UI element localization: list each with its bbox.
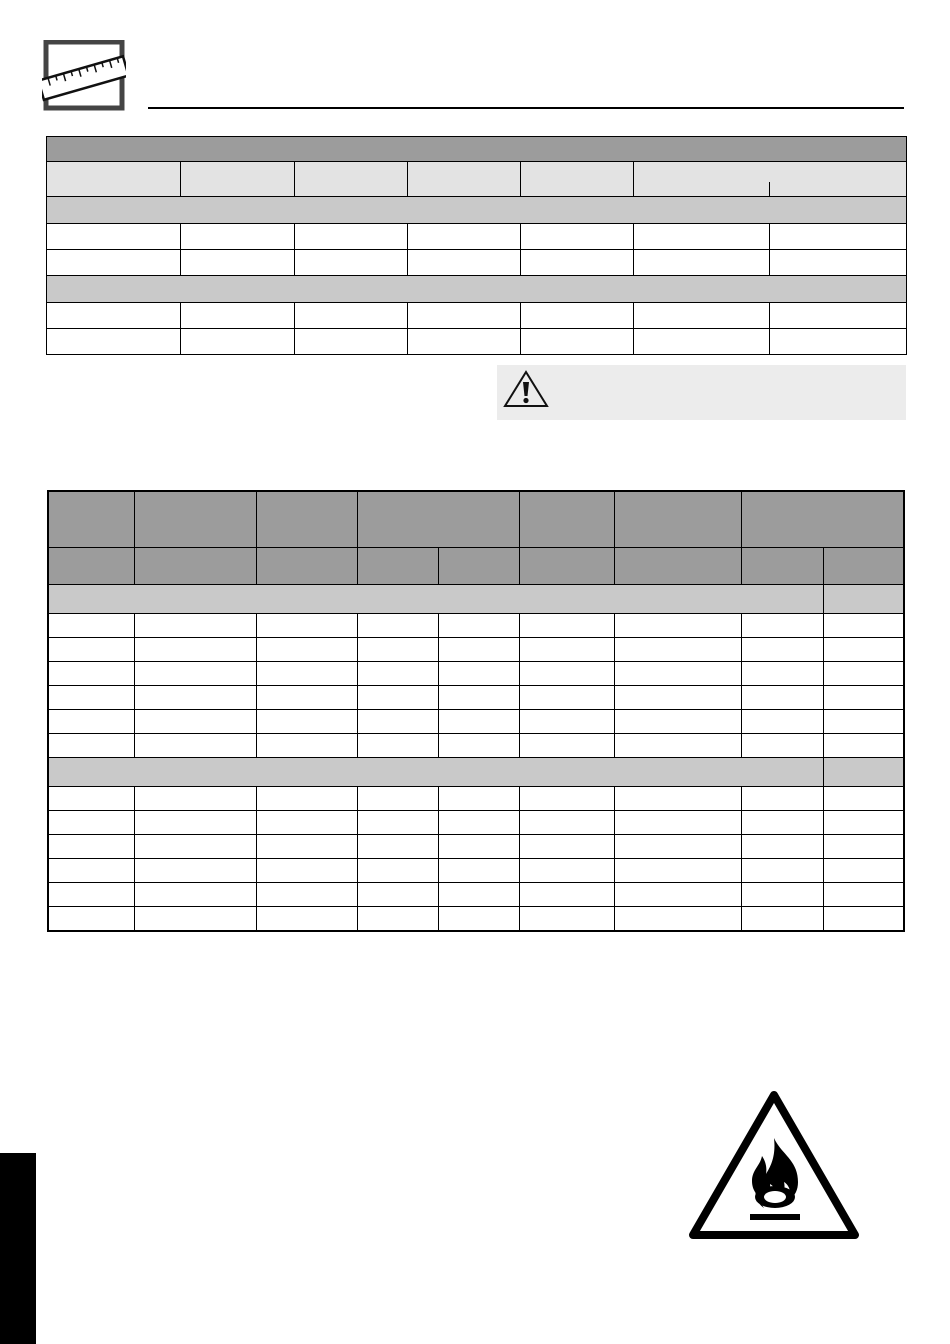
table-header-cell <box>521 162 634 197</box>
table-cell <box>741 686 823 710</box>
table-cell <box>823 835 904 859</box>
table-cell <box>519 686 614 710</box>
table-cell <box>614 638 741 662</box>
table-cell <box>47 224 181 250</box>
table-cell <box>823 811 904 835</box>
table-cell <box>823 548 904 585</box>
table-cell <box>256 787 357 811</box>
table-header-row <box>48 491 904 548</box>
table-cell <box>134 548 256 585</box>
table-cell <box>48 710 134 734</box>
table-cell <box>181 303 295 329</box>
table-cell <box>256 811 357 835</box>
table-cell <box>48 734 134 758</box>
table-cell <box>256 859 357 883</box>
table-header-cell <box>408 162 521 197</box>
table-cell <box>48 907 134 932</box>
table-cell <box>134 907 256 932</box>
table-cell <box>438 907 519 932</box>
table-cell <box>823 662 904 686</box>
table-cell <box>519 907 614 932</box>
table-row <box>48 835 904 859</box>
table-cell <box>614 811 741 835</box>
table-cell <box>256 614 357 638</box>
table-cell <box>823 734 904 758</box>
table-cell <box>134 638 256 662</box>
table-cell <box>48 638 134 662</box>
table-row <box>48 638 904 662</box>
ruler-icon <box>42 40 126 112</box>
table-cell <box>134 734 256 758</box>
table-section-cell <box>823 758 904 787</box>
table-subheader-row <box>48 548 904 585</box>
table-cell <box>823 859 904 883</box>
table-cell <box>823 614 904 638</box>
table-cell <box>521 224 634 250</box>
table-cell <box>438 883 519 907</box>
table-cell <box>741 548 823 585</box>
table-cell <box>438 835 519 859</box>
table-cell <box>134 710 256 734</box>
table-cell <box>519 710 614 734</box>
table-row <box>47 250 907 276</box>
table-section-cell <box>48 758 823 787</box>
table-cell <box>438 614 519 638</box>
table-cell <box>438 686 519 710</box>
table-cell <box>357 811 438 835</box>
table-cell <box>521 303 634 329</box>
table-cell <box>519 638 614 662</box>
table-cell <box>741 883 823 907</box>
table-row <box>47 329 907 355</box>
table-cell <box>357 907 438 932</box>
table-section-row <box>47 197 907 224</box>
table-section-cell <box>48 585 823 614</box>
table-cell <box>408 329 521 355</box>
table-cell <box>823 710 904 734</box>
table-cell <box>181 224 295 250</box>
table-cell <box>741 835 823 859</box>
table-cell <box>408 224 521 250</box>
table-cell <box>614 787 741 811</box>
table-section-cell <box>47 276 907 303</box>
table-cell <box>823 883 904 907</box>
table-cell <box>134 859 256 883</box>
table-cell <box>48 548 134 585</box>
table-header-cell <box>134 491 256 548</box>
table-cell <box>256 710 357 734</box>
table-cell <box>614 548 741 585</box>
table-row <box>48 614 904 638</box>
table-specs-top <box>46 136 907 355</box>
header-rule <box>148 107 904 109</box>
table-cell <box>521 329 634 355</box>
table-row <box>48 859 904 883</box>
table-cell <box>741 662 823 686</box>
table-header-cell <box>256 491 357 548</box>
table-section-cell <box>47 197 907 224</box>
table-cell <box>357 638 438 662</box>
table-cell <box>634 329 770 355</box>
table-cell <box>256 638 357 662</box>
header-split-tick <box>769 182 770 196</box>
table-cell <box>256 686 357 710</box>
table-cell <box>295 250 408 276</box>
table-cell <box>823 686 904 710</box>
table-cell <box>614 734 741 758</box>
table-cell <box>438 710 519 734</box>
table-cell <box>357 734 438 758</box>
table-cell <box>357 859 438 883</box>
table-cell <box>408 303 521 329</box>
table-cell <box>823 907 904 932</box>
table-cell <box>357 883 438 907</box>
table-cell <box>357 710 438 734</box>
table-header-cell <box>614 491 741 548</box>
table-cell <box>438 638 519 662</box>
table-cell <box>519 835 614 859</box>
table-row <box>48 883 904 907</box>
table-cell <box>614 907 741 932</box>
table-section-row <box>48 585 904 614</box>
table-cell <box>438 859 519 883</box>
table-cell <box>134 686 256 710</box>
table-cell <box>614 835 741 859</box>
table-cell <box>134 811 256 835</box>
table-cell <box>741 811 823 835</box>
table-header-cell <box>181 162 295 197</box>
table-row <box>48 907 904 932</box>
table-cell <box>741 734 823 758</box>
table-cell <box>357 548 438 585</box>
table-cell <box>741 907 823 932</box>
table-cell <box>134 883 256 907</box>
table-cell <box>134 662 256 686</box>
caution-exclamation-icon <box>502 369 550 409</box>
table-cell <box>614 883 741 907</box>
table-cell <box>634 224 770 250</box>
table-cell <box>357 662 438 686</box>
table-cell <box>770 329 907 355</box>
table-cell <box>47 250 181 276</box>
table-cell <box>741 614 823 638</box>
table-cell <box>519 859 614 883</box>
table-header-cell <box>47 137 907 162</box>
table-cell <box>614 686 741 710</box>
table-header-cell <box>48 491 134 548</box>
table-row <box>48 734 904 758</box>
table-cell <box>48 859 134 883</box>
table-cell <box>770 303 907 329</box>
table-cell <box>48 883 134 907</box>
table-cell <box>614 614 741 638</box>
table-cell <box>519 614 614 638</box>
table-subheader-row <box>47 162 907 197</box>
table-header-cell <box>357 491 519 548</box>
table-cell <box>519 811 614 835</box>
table-cell <box>408 250 521 276</box>
table-cell <box>256 883 357 907</box>
table-cell <box>48 835 134 859</box>
table-header-cell <box>741 491 904 548</box>
table-cell <box>614 662 741 686</box>
table-cell <box>256 662 357 686</box>
table-section-cell <box>823 585 904 614</box>
table-cell <box>438 787 519 811</box>
table-cell <box>770 224 907 250</box>
table-cell <box>741 787 823 811</box>
table-cell <box>48 662 134 686</box>
table-cell <box>134 787 256 811</box>
table-cell <box>823 787 904 811</box>
table-cell <box>741 638 823 662</box>
table-header-cell <box>519 491 614 548</box>
table-cell <box>295 224 408 250</box>
table-cell <box>357 787 438 811</box>
table-cell <box>634 250 770 276</box>
table-cell <box>47 329 181 355</box>
table-cell <box>438 734 519 758</box>
table-specs-main <box>47 490 905 932</box>
table-cell <box>519 883 614 907</box>
table-section-row <box>47 276 907 303</box>
table-row <box>47 303 907 329</box>
table-cell <box>741 710 823 734</box>
table-cell <box>438 662 519 686</box>
table-cell <box>519 548 614 585</box>
table-cell <box>741 859 823 883</box>
table-cell <box>181 329 295 355</box>
table-cell <box>256 734 357 758</box>
table-cell <box>256 548 357 585</box>
table-cell <box>519 662 614 686</box>
table-cell <box>438 548 519 585</box>
table-cell <box>770 250 907 276</box>
table-row <box>48 811 904 835</box>
table-cell <box>48 614 134 638</box>
table-cell <box>357 686 438 710</box>
table-header-cell <box>47 162 181 197</box>
table-cell <box>614 710 741 734</box>
flammable-warning-icon <box>688 1090 860 1242</box>
table-header-cell <box>634 162 907 197</box>
table-cell <box>519 787 614 811</box>
table-cell <box>295 329 408 355</box>
table-cell <box>823 638 904 662</box>
table-cell <box>134 614 256 638</box>
table-cell <box>181 250 295 276</box>
table-cell <box>634 303 770 329</box>
table-header-cell <box>295 162 408 197</box>
table-row <box>47 224 907 250</box>
table-cell <box>256 835 357 859</box>
table-row <box>48 662 904 686</box>
table-cell <box>48 787 134 811</box>
table-cell <box>357 614 438 638</box>
table-cell <box>47 303 181 329</box>
table-header-row <box>47 137 907 162</box>
table-cell <box>519 734 614 758</box>
table-cell <box>48 811 134 835</box>
table-row <box>48 710 904 734</box>
table-cell <box>438 811 519 835</box>
table-row <box>48 787 904 811</box>
table-cell <box>521 250 634 276</box>
table-cell <box>48 686 134 710</box>
table-cell <box>295 303 408 329</box>
caution-note <box>497 365 906 420</box>
table-cell <box>256 907 357 932</box>
side-tab <box>0 1153 36 1344</box>
table-section-row <box>48 758 904 787</box>
table-cell <box>614 859 741 883</box>
table-cell <box>357 835 438 859</box>
table-cell <box>134 835 256 859</box>
table-row <box>48 686 904 710</box>
